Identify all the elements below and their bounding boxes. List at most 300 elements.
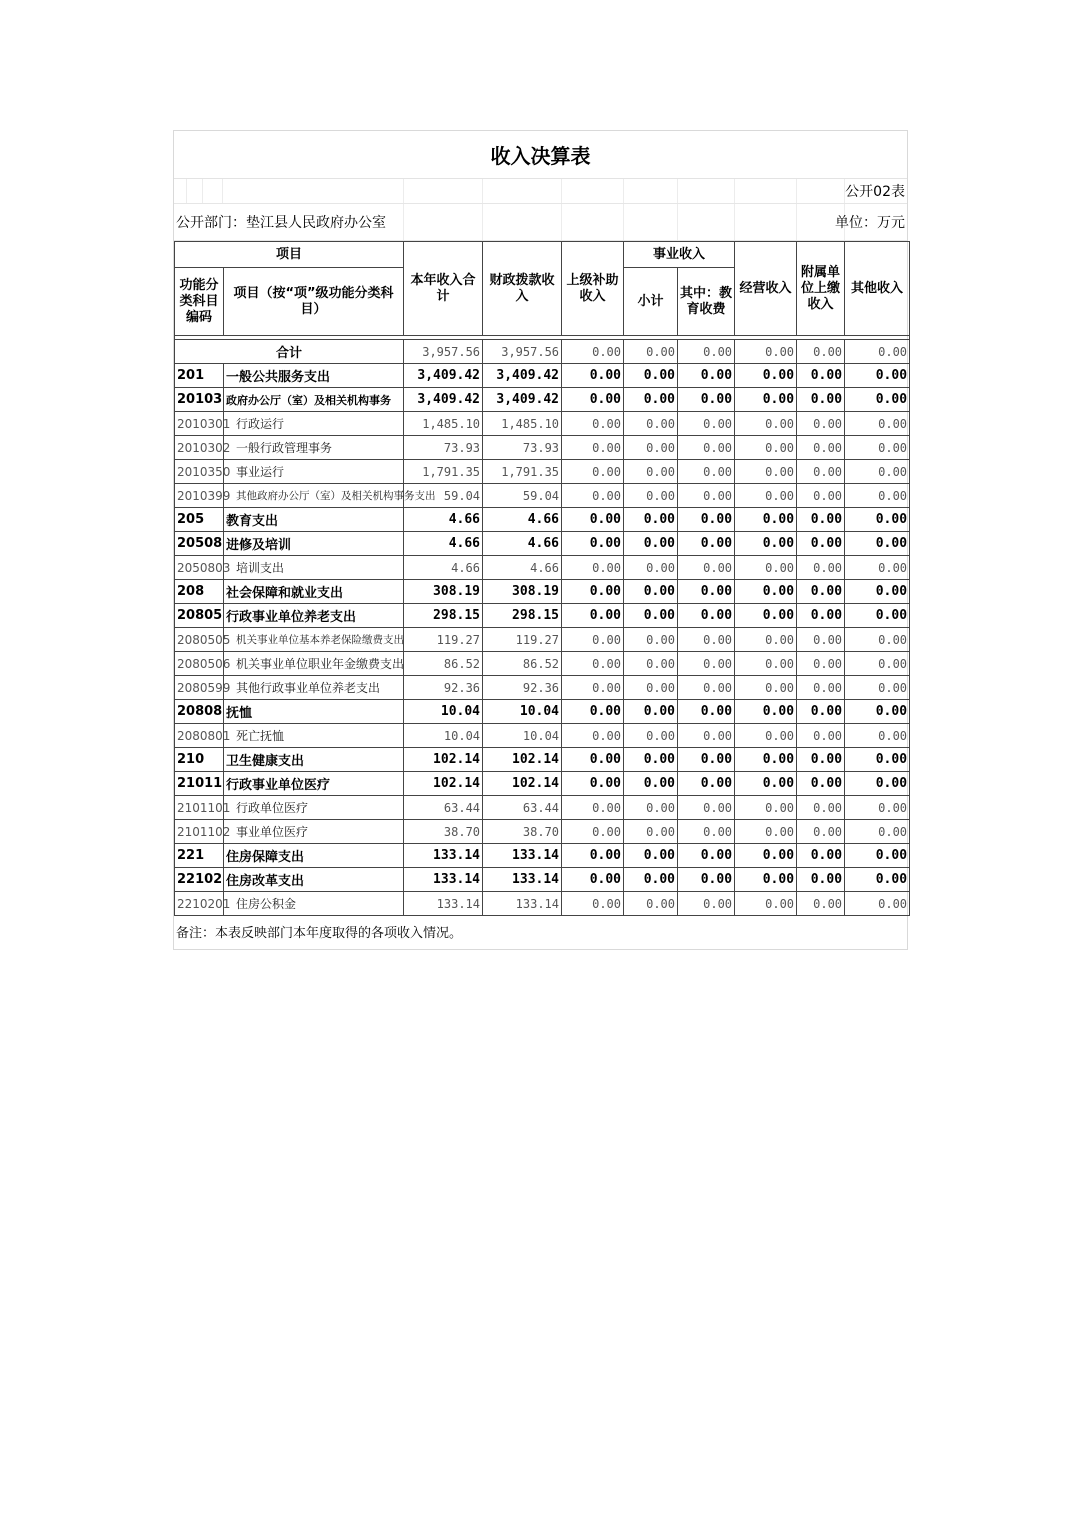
row-code: 208 [175,580,224,604]
row-value: 0.00 [562,700,624,724]
row-value: 0.00 [562,844,624,868]
row-value: 0.00 [797,820,845,844]
row-value: 3,409.42 [483,364,562,388]
row-value: 0.00 [678,748,735,772]
grid-line [186,179,187,203]
row-name: 社会保障和就业支出 [224,580,404,604]
row-code: 2080801 [175,724,224,748]
row-value: 1,485.10 [404,412,483,436]
row-name: 事业运行 [224,460,404,484]
row-name: 教育支出 [224,508,404,532]
row-value: 0.00 [562,820,624,844]
row-value: 86.52 [483,652,562,676]
row-value: 3,409.42 [404,364,483,388]
row-value: 10.04 [483,700,562,724]
row-value: 0.00 [797,436,845,460]
row-value: 102.14 [483,748,562,772]
table-row [175,796,910,820]
row-value: 0.00 [845,820,910,844]
row-value: 63.44 [404,796,483,820]
row-value: 59.04 [483,484,562,508]
row-value: 0.00 [562,460,624,484]
header-code: 功能分类科目编码 [175,268,224,336]
table-row [175,892,910,916]
row-value: 0.00 [562,892,624,916]
row-value: 0.00 [735,724,797,748]
table-row [175,652,910,676]
row-name: 机关事业单位基本养老保险缴费支出 [224,628,404,652]
row-name: 行政运行 [224,412,404,436]
row-value: 0.00 [797,652,845,676]
row-value: 0.00 [735,436,797,460]
row-value: 0.00 [678,628,735,652]
row-value: 0.00 [624,652,678,676]
row-value: 0.00 [797,772,845,796]
sum-value: 3,957.56 [483,340,562,364]
row-value: 0.00 [797,724,845,748]
row-value: 0.00 [562,772,624,796]
row-value: 0.00 [797,508,845,532]
row-value: 119.27 [483,628,562,652]
table-row [175,436,910,460]
table-number: 公开02表 [845,184,905,200]
row-value: 0.00 [624,820,678,844]
row-value: 0.00 [735,460,797,484]
row-value: 0.00 [678,460,735,484]
row-value: 0.00 [845,508,910,532]
row-value: 0.00 [735,364,797,388]
row-value: 0.00 [678,436,735,460]
row-value: 0.00 [678,604,735,628]
row-value: 1,485.10 [483,412,562,436]
row-value: 0.00 [735,796,797,820]
row-value: 0.00 [624,676,678,700]
row-value: 0.00 [624,724,678,748]
sum-label: 合计 [175,340,404,364]
row-value: 0.00 [845,844,910,868]
grid-line [677,204,678,240]
table-row [175,676,910,700]
row-value: 0.00 [797,460,845,484]
table-row [175,364,910,388]
row-value: 0.00 [562,364,624,388]
row-value: 0.00 [797,676,845,700]
row-value: 133.14 [483,844,562,868]
row-value: 10.04 [404,724,483,748]
row-value: 0.00 [624,604,678,628]
grid-line [403,179,404,203]
row-value: 0.00 [624,412,678,436]
row-value: 0.00 [797,484,845,508]
row-value: 0.00 [562,532,624,556]
row-value: 0.00 [562,580,624,604]
row-value: 73.93 [404,436,483,460]
row-name: 机关事业单位职业年金缴费支出 [224,652,404,676]
row-value: 0.00 [797,700,845,724]
row-code: 2080506 [175,652,224,676]
row-value: 102.14 [404,772,483,796]
row-value: 0.00 [845,412,910,436]
row-value: 4.66 [404,532,483,556]
table-row [175,460,910,484]
row-value: 0.00 [678,868,735,892]
row-value: 0.00 [624,796,678,820]
table-row [175,772,910,796]
row-code: 20508 [175,532,224,556]
row-value: 0.00 [678,652,735,676]
grid-line [482,179,483,203]
sum-value: 3,957.56 [404,340,483,364]
row-name: 行政事业单位医疗 [224,772,404,796]
row-value: 102.14 [404,748,483,772]
row-value: 0.00 [562,796,624,820]
table-row [175,508,910,532]
unit-label: 单位：万元 [835,215,905,231]
row-value: 0.00 [845,532,910,556]
row-code: 201 [175,364,224,388]
row-value: 0.00 [678,388,735,412]
row-value: 4.66 [404,556,483,580]
row-value: 308.19 [404,580,483,604]
header-other: 其他收入 [845,242,910,336]
table-row [175,580,910,604]
row-name: 住房改革支出 [224,868,404,892]
row-value: 0.00 [562,484,624,508]
row-value: 3,409.42 [404,388,483,412]
row-value: 0.00 [624,868,678,892]
sum-value: 0.00 [678,340,735,364]
row-value: 0.00 [797,412,845,436]
row-value: 0.00 [562,436,624,460]
row-code: 20103 [175,388,224,412]
row-value: 0.00 [735,532,797,556]
row-value: 0.00 [797,796,845,820]
grid-line [796,204,797,240]
table-row [175,412,910,436]
row-name: 住房公积金 [224,892,404,916]
row-value: 1,791.35 [483,460,562,484]
row-value: 38.70 [483,820,562,844]
row-code: 22102 [175,868,224,892]
grid-line [202,179,203,203]
row-value: 0.00 [845,748,910,772]
row-name: 其他行政事业单位养老支出 [224,676,404,700]
row-value: 0.00 [624,580,678,604]
row-name: 事业单位医疗 [224,820,404,844]
row-value: 0.00 [735,868,797,892]
row-value: 0.00 [678,364,735,388]
row-value: 0.00 [735,388,797,412]
row-value: 0.00 [624,388,678,412]
grid-line [734,179,735,203]
sum-row [175,340,910,364]
row-value: 3,409.42 [483,388,562,412]
row-value: 0.00 [562,388,624,412]
row-value: 0.00 [624,628,678,652]
header-name: 项目（按“项”级功能分类科目） [224,268,404,336]
row-value: 4.66 [483,556,562,580]
row-value: 0.00 [678,508,735,532]
row-value: 1,791.35 [404,460,483,484]
row-value: 0.00 [678,412,735,436]
row-value: 0.00 [562,724,624,748]
row-value: 0.00 [735,892,797,916]
row-value: 0.00 [797,748,845,772]
header-business-group: 事业收入 [624,242,735,268]
row-value: 0.00 [624,364,678,388]
row-value: 0.00 [562,652,624,676]
row-value: 10.04 [483,724,562,748]
row-value: 0.00 [797,364,845,388]
row-code: 2050803 [175,556,224,580]
row-code: 2010301 [175,412,224,436]
table-row [175,724,910,748]
table-body [175,340,910,916]
row-name: 行政事业单位养老支出 [224,604,404,628]
row-value: 0.00 [624,844,678,868]
row-value: 0.00 [845,772,910,796]
row-value: 0.00 [845,700,910,724]
row-value: 0.00 [845,676,910,700]
row-name: 住房保障支出 [224,844,404,868]
row-code: 21011 [175,772,224,796]
row-value: 59.04 [404,484,483,508]
row-value: 0.00 [678,772,735,796]
row-value: 0.00 [845,628,910,652]
row-value: 0.00 [562,868,624,892]
row-value: 0.00 [735,604,797,628]
row-value: 0.00 [678,532,735,556]
grid-line [482,204,483,240]
row-value: 0.00 [624,748,678,772]
row-value: 92.36 [483,676,562,700]
row-value: 0.00 [845,652,910,676]
table-row [175,556,910,580]
row-value: 0.00 [735,700,797,724]
grid-line [677,179,678,203]
table-row [175,532,910,556]
row-value: 0.00 [562,676,624,700]
table-row [175,868,910,892]
table-row [175,604,910,628]
row-value: 133.14 [404,892,483,916]
row-value: 0.00 [678,676,735,700]
sum-value: 0.00 [797,340,845,364]
row-code: 2080505 [175,628,224,652]
row-code: 210 [175,748,224,772]
row-value: 308.19 [483,580,562,604]
row-value: 0.00 [562,508,624,532]
row-value: 0.00 [845,556,910,580]
row-value: 0.00 [797,868,845,892]
row-value: 0.00 [624,532,678,556]
row-value: 0.00 [735,580,797,604]
row-value: 38.70 [404,820,483,844]
grid-line [222,179,223,203]
grid-line [623,179,624,203]
row-value: 0.00 [735,508,797,532]
row-code: 2210201 [175,892,224,916]
row-code: 2101102 [175,820,224,844]
row-name: 一般行政管理事务 [224,436,404,460]
sum-value: 0.00 [735,340,797,364]
row-name: 一般公共服务支出 [224,364,404,388]
row-name: 抚恤 [224,700,404,724]
row-value: 0.00 [678,556,735,580]
row-code: 2080599 [175,676,224,700]
grid-line [561,204,562,240]
footnote: 备注：本表反映部门本年度取得的各项收入情况。 [176,926,463,941]
row-value: 0.00 [678,580,735,604]
row-value: 0.00 [562,628,624,652]
row-name: 培训支出 [224,556,404,580]
row-value: 0.00 [797,892,845,916]
row-value: 73.93 [483,436,562,460]
table-number-row [174,179,907,204]
header-affiliated: 附属单位上缴收入 [797,242,845,336]
row-value: 0.00 [845,868,910,892]
row-value: 92.36 [404,676,483,700]
row-value: 0.00 [797,628,845,652]
row-value: 10.04 [404,700,483,724]
row-value: 0.00 [562,604,624,628]
row-value: 0.00 [845,484,910,508]
table-row [175,748,910,772]
row-value: 0.00 [624,460,678,484]
row-value: 0.00 [678,820,735,844]
row-value: 0.00 [735,556,797,580]
row-value: 0.00 [735,844,797,868]
row-value: 133.14 [483,868,562,892]
grid-line [403,204,404,240]
row-value: 0.00 [845,580,910,604]
sheet-title: 收入决算表 [174,131,907,179]
row-value: 0.00 [562,556,624,580]
row-code: 20805 [175,604,224,628]
row-value: 63.44 [483,796,562,820]
row-value: 0.00 [735,628,797,652]
header-superior: 上级补助收入 [562,242,624,336]
table-row [175,700,910,724]
row-value: 0.00 [624,772,678,796]
row-value: 0.00 [562,412,624,436]
row-code: 2010302 [175,436,224,460]
row-value: 0.00 [678,892,735,916]
row-value: 4.66 [483,532,562,556]
row-value: 298.15 [404,604,483,628]
row-value: 0.00 [845,436,910,460]
table-row [175,388,910,412]
income-statement-sheet [173,130,908,950]
row-value: 0.00 [624,892,678,916]
row-code: 2010350 [175,460,224,484]
header-operating: 经营收入 [735,242,797,336]
grid-line [561,179,562,203]
row-value: 4.66 [483,508,562,532]
row-value: 133.14 [404,868,483,892]
row-value: 4.66 [404,508,483,532]
header-education: 其中：教育收费 [678,268,735,336]
table-row [175,628,910,652]
row-value: 0.00 [845,724,910,748]
row-value: 0.00 [678,484,735,508]
row-value: 0.00 [735,412,797,436]
row-value: 0.00 [624,436,678,460]
row-value: 0.00 [624,484,678,508]
row-value: 0.00 [735,676,797,700]
row-name: 进修及培训 [224,532,404,556]
row-value: 0.00 [735,820,797,844]
row-value: 0.00 [797,532,845,556]
row-value: 119.27 [404,628,483,652]
row-code: 205 [175,508,224,532]
sum-value: 0.00 [624,340,678,364]
sum-value: 0.00 [845,340,910,364]
income-table [174,241,910,916]
grid-line [796,179,797,203]
row-name: 死亡抚恤 [224,724,404,748]
row-name: 政府办公厅（室）及相关机构事务 [224,388,404,412]
row-value: 0.00 [797,388,845,412]
row-value: 0.00 [797,556,845,580]
row-value: 0.00 [735,772,797,796]
row-value: 0.00 [845,388,910,412]
row-value: 0.00 [797,844,845,868]
department-label: 公开部门：垫江县人民政府办公室 [176,215,386,231]
row-value: 0.00 [624,508,678,532]
row-name: 行政单位医疗 [224,796,404,820]
row-value: 0.00 [735,652,797,676]
table-row [175,484,910,508]
row-value: 0.00 [845,796,910,820]
header-project-group: 项目 [175,242,404,268]
row-code: 2010399 [175,484,224,508]
grid-line [734,204,735,240]
row-value: 0.00 [678,700,735,724]
row-value: 86.52 [404,652,483,676]
row-name: 卫生健康支出 [224,748,404,772]
header-fiscal: 财政拨款收入 [483,242,562,336]
row-name: 其他政府办公厅（室）及相关机构事务支出 [224,484,404,508]
table-row [175,820,910,844]
table-row [175,844,910,868]
row-value: 0.00 [678,724,735,748]
row-value: 0.00 [845,364,910,388]
row-value: 298.15 [483,604,562,628]
sum-value: 0.00 [562,340,624,364]
row-value: 0.00 [624,556,678,580]
row-value: 0.00 [845,892,910,916]
department-row [174,204,907,241]
row-value: 0.00 [845,460,910,484]
row-value: 133.14 [404,844,483,868]
row-code: 221 [175,844,224,868]
row-value: 0.00 [678,796,735,820]
row-value: 0.00 [797,604,845,628]
row-value: 0.00 [562,748,624,772]
row-code: 20808 [175,700,224,724]
row-value: 102.14 [483,772,562,796]
header-total: 本年收入合计 [404,242,483,336]
row-value: 0.00 [678,844,735,868]
row-code: 2101101 [175,796,224,820]
grid-line [623,204,624,240]
row-value: 0.00 [735,484,797,508]
row-value: 0.00 [735,748,797,772]
row-value: 133.14 [483,892,562,916]
row-value: 0.00 [624,700,678,724]
row-value: 0.00 [845,604,910,628]
